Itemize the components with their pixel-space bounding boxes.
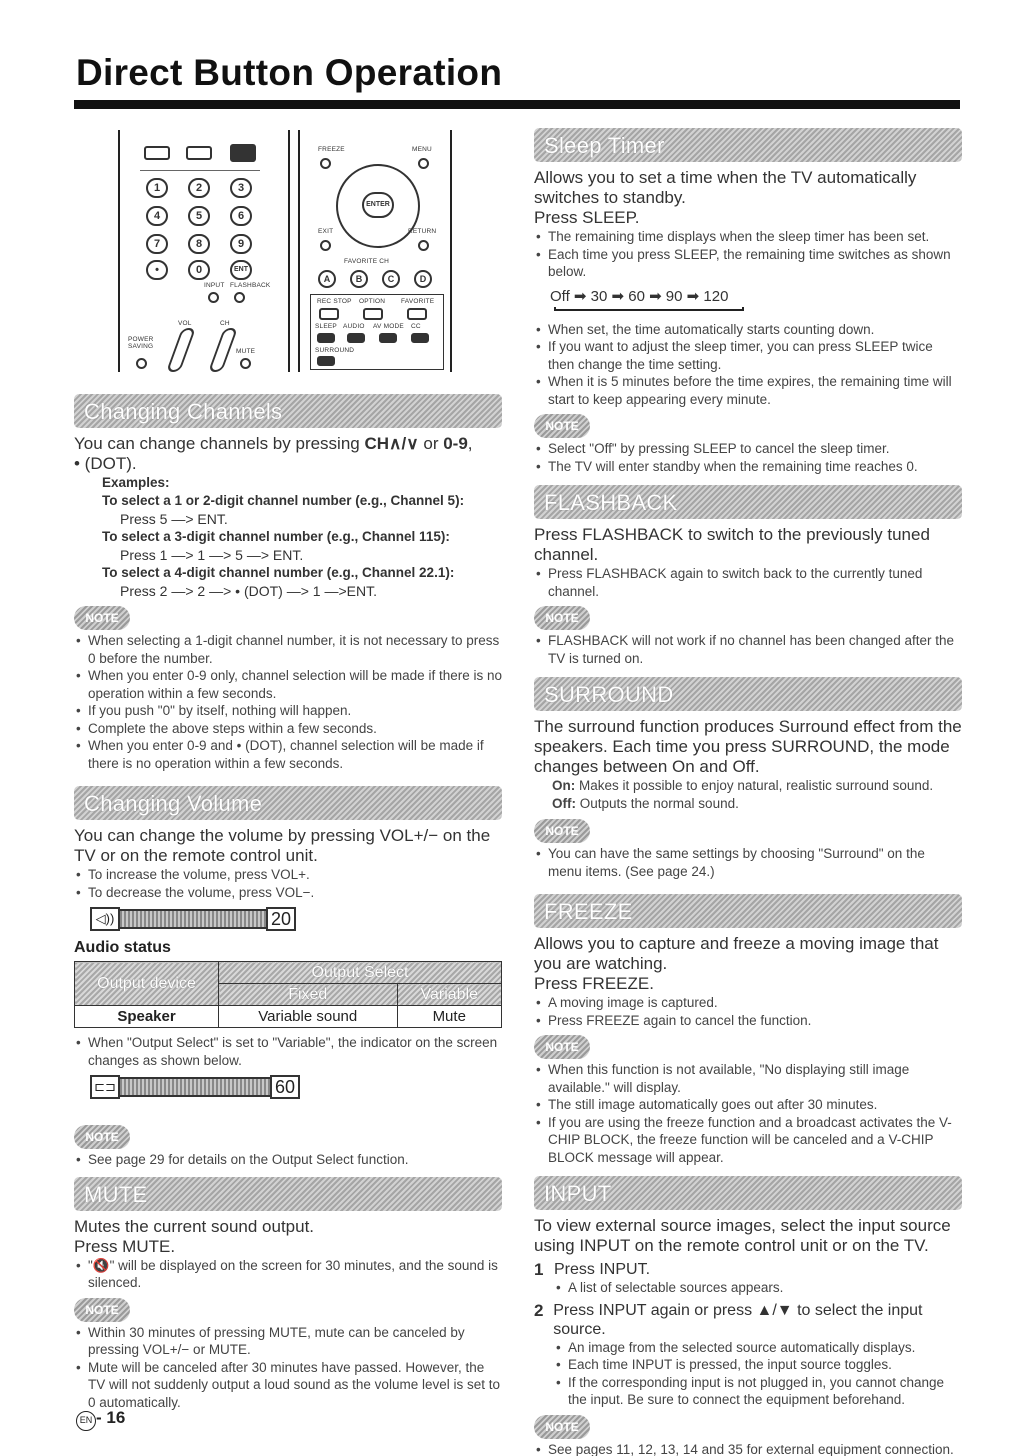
surround-label: SURROUND — [315, 347, 355, 354]
list-item: • A list of selectable sources appears. — [554, 1279, 962, 1297]
input-notes — [534, 1441, 962, 1456]
table-header-output-device: Output device — [75, 962, 219, 1006]
example-3-heading: To select a 4-digit channel number (e.g., Channel 22.1): — [102, 565, 455, 580]
view-mode-button — [230, 144, 256, 162]
list-item: • Within 30 minutes of pressing MUTE, mute can be canceled by pressing VOL+/− or MUTE. — [74, 1324, 502, 1359]
key-4: 4 — [146, 206, 168, 226]
variable-level-bar — [120, 1077, 270, 1097]
mute-button — [240, 358, 251, 369]
step-text: Press INPUT. — [554, 1261, 651, 1278]
sleep-sequence-loop-arrow — [554, 307, 744, 311]
surround-off-label: Off: — [552, 796, 576, 811]
keypad-divider — [140, 170, 260, 171]
favorite-label: FAVORITE CH — [344, 258, 390, 265]
list-item: • Mute will be canceled after 30 minutes have passed. However, the TV will not suddenly output a loud sound as the volume level is set to 0 automatically. — [74, 1359, 502, 1412]
list-item: • When this function is not available, "No displaying still image available." will display. — [534, 1061, 962, 1096]
list-item: • Select "Off" by pressing SLEEP to cancel the sleep timer. — [534, 440, 962, 458]
table-cell: Speaker — [75, 1006, 219, 1028]
section-header-freeze: FREEZE — [534, 894, 962, 928]
list-item: • The still image automatically goes out after 30 minutes. — [534, 1096, 962, 1114]
input-label: INPUT — [204, 282, 225, 289]
language-badge-icon: EN — [76, 1411, 96, 1431]
mute-bullets — [74, 1257, 502, 1292]
rec-stop-label: REC STOP — [317, 298, 352, 305]
flashback-bullets — [534, 565, 962, 600]
note-badge: NOTE — [534, 1035, 590, 1059]
channel-notes — [74, 632, 502, 772]
menu-label: MENU — [412, 146, 432, 153]
page-title: Direct Button Operation — [76, 52, 503, 93]
channels-intro-text: You can change channels by pressing — [74, 434, 365, 453]
fav-a-button: A — [318, 270, 336, 288]
option-button — [363, 308, 383, 320]
freeze-notes — [534, 1061, 962, 1166]
sleep-bullets-b — [534, 321, 962, 409]
list-item: • An image from the selected source automatically displays. — [554, 1339, 962, 1357]
return-button — [418, 240, 429, 251]
sleep-bullets-a — [534, 228, 962, 281]
list-item: • You can have the same settings by choosing "Surround" on the menu items. (See page 24.) — [534, 845, 962, 880]
channel-examples — [74, 474, 502, 600]
volume-intro: You can change the volume by pressing VOL+/− on the TV or on the remote control unit. — [74, 826, 491, 865]
fav-d-button: D — [414, 270, 432, 288]
key-8: 8 — [188, 234, 210, 254]
volume-note — [74, 1151, 502, 1169]
section-header-surround: SURROUND — [534, 677, 962, 711]
list-item: • When you enter 0-9 and • (DOT), channel selection will be made if there is no operation within a few seconds. — [74, 737, 502, 772]
list-item: • When set, the time automatically starts counting down. — [534, 321, 962, 339]
channels-intro-dot: • (DOT). — [74, 454, 137, 473]
mute-line-1: Mutes the current sound output. — [74, 1216, 315, 1236]
list-item: • "🔇" will be displayed on the screen for 30 minutes, and the sound is silenced. — [74, 1257, 502, 1292]
exit-label: EXIT — [318, 228, 334, 235]
table-cell: Mute — [397, 1006, 502, 1028]
table-row — [75, 962, 502, 984]
table-row — [75, 1006, 502, 1028]
key-3: 3 — [230, 178, 252, 198]
remote-illustration — [74, 122, 502, 374]
input-step-2-bullets — [534, 1339, 962, 1409]
volume-after-bullet — [74, 1034, 502, 1069]
example-1-line: Press 5 —> ENT. — [120, 511, 228, 527]
freeze-label: FREEZE — [318, 146, 345, 153]
list-item: • The TV will enter standby when the remaining time reaches 0. — [534, 458, 962, 476]
exit-button — [320, 240, 331, 251]
vol-label: VOL — [178, 320, 192, 327]
key-ent: ENT — [230, 260, 252, 280]
power-saving-label: POWER SAVING — [128, 336, 154, 350]
channels-intro-digit-keys: 0-9 — [443, 434, 468, 453]
lower-key-box — [310, 294, 444, 370]
list-item: • Each time you press SLEEP, the remaining time switches as shown below. — [534, 246, 962, 281]
key-5: 5 — [188, 206, 210, 226]
input-step-2 — [534, 1301, 962, 1339]
step-number: 1 — [534, 1260, 544, 1279]
input-step-1-bullets — [534, 1279, 962, 1297]
step-text: Press INPUT again or press ▲/▼ to select the input source. — [553, 1301, 923, 1338]
mute-notes — [74, 1324, 502, 1412]
freeze-press: Press FREEZE. — [534, 974, 654, 993]
channels-intro-ch-key: CH∧/∨ — [364, 434, 419, 453]
volume-indicator — [90, 907, 502, 931]
key-9: 9 — [230, 234, 252, 254]
example-1-heading: To select a 1 or 2-digit channel number (e.g., Channel 5): — [102, 493, 465, 508]
volume-level-bar — [120, 909, 266, 929]
fav-c-button: C — [382, 270, 400, 288]
list-item: • Each time INPUT is pressed, the input source toggles. — [554, 1356, 962, 1374]
note-badge: NOTE — [534, 414, 590, 438]
footer-separator: - — [96, 1408, 107, 1427]
surround-on-text: Makes it possible to enjoy natural, realistic surround sound. — [575, 778, 934, 793]
list-item: • See page 29 for details on the Output Select function. — [74, 1151, 502, 1169]
volume-bullets — [74, 866, 502, 901]
return-label: RETURN — [408, 228, 437, 235]
surround-button — [317, 356, 335, 366]
list-item: • When selecting a 1-digit channel number, it is not necessary to press 0 before the number. — [74, 632, 502, 667]
section-header-flashback: FLASHBACK — [534, 485, 962, 519]
surround-intro: The surround function produces Surround effect from the speakers. Each time you press SURROUND, the mode changes between On and Off. — [534, 717, 962, 776]
examples-label: Examples: — [102, 475, 170, 490]
next-button — [186, 146, 212, 160]
example-3-line: Press 2 —> 2 —> • (DOT) —> 1 —>ENT. — [120, 583, 377, 599]
mute-line-2: Press MUTE. — [74, 1236, 176, 1256]
left-column — [74, 122, 502, 1411]
table-header-fixed: Fixed — [219, 984, 398, 1006]
section-header-changing-volume: Changing Volume — [74, 786, 502, 820]
list-item: • If you want to adjust the sleep timer, you can press SLEEP twice then change the time setting. — [534, 338, 962, 373]
input-step-1 — [534, 1260, 962, 1279]
flashback-notes — [534, 632, 962, 667]
mute-label: MUTE — [236, 348, 256, 355]
menu-button — [418, 158, 429, 169]
sleep-notes — [534, 440, 962, 475]
section-header-mute: MUTE — [74, 1177, 502, 1211]
list-item: • To decrease the volume, press VOL−. — [74, 884, 502, 902]
variable-value: 60 — [270, 1075, 300, 1099]
surround-on-label: On: — [552, 778, 576, 793]
audio-label: AUDIO — [343, 323, 365, 330]
list-item: • If you are using the freeze function and a broadcast activates the V-CHIP BLOCK, the freeze function will be canceled and a V-CHIP BLOCK message will appear. — [534, 1114, 962, 1167]
title-rule — [74, 100, 960, 109]
prev-button — [144, 146, 170, 160]
surround-notes — [534, 845, 962, 880]
flashback-intro: Press FLASHBACK to switch to the previously tuned channel. — [534, 525, 930, 564]
channels-intro-or: or — [418, 434, 444, 453]
sleep-sequence: Off ➡ 30 ➡ 60 ➡ 90 ➡ 120 — [550, 287, 729, 305]
step-number: 2 — [534, 1300, 544, 1320]
list-item: • A moving image is captured. — [534, 994, 962, 1012]
audio-status-heading: Audio status — [74, 939, 171, 956]
favorite-key-label: FAVORITE — [401, 298, 435, 305]
right-column — [534, 128, 962, 1456]
flashback-label: FLASHBACK — [230, 282, 271, 289]
key-0: 0 — [188, 260, 210, 280]
variable-output-icon: ⊏⊐ — [90, 1075, 120, 1099]
volume-value: 20 — [266, 907, 296, 931]
channels-intro — [74, 434, 502, 474]
section-header-sleep-timer: Sleep Timer — [534, 128, 962, 162]
audio-button — [347, 333, 365, 343]
example-2-line: Press 1 —> 1 —> 5 —> ENT. — [120, 547, 304, 563]
freeze-button — [320, 158, 331, 169]
favorite-key-button — [407, 308, 427, 320]
surround-off — [534, 795, 962, 813]
list-item: • See pages 11, 12, 13, 14 and 35 for external equipment connection. — [534, 1441, 962, 1456]
table-header-output-select: Output Select — [219, 962, 502, 984]
sleep-press: Press SLEEP. — [534, 208, 640, 227]
rec-stop-button — [319, 308, 339, 320]
surround-on — [534, 777, 962, 795]
fav-b-button: B — [350, 270, 368, 288]
note-badge: NOTE — [534, 606, 590, 630]
input-intro: To view external source images, select the input source using INPUT on the remote control unit or on the TV. — [534, 1216, 951, 1255]
freeze-intro: Allows you to capture and freeze a moving image that you are watching. — [534, 934, 939, 973]
flashback-button — [234, 292, 245, 303]
page-number: 16 — [106, 1408, 126, 1427]
list-item: • To increase the volume, press VOL+. — [74, 866, 502, 884]
channels-intro-comma: , — [467, 434, 473, 453]
list-item: • If you push "0" by itself, nothing will happen. — [74, 702, 502, 720]
page-number-footer — [76, 1408, 125, 1431]
list-item: • The remaining time displays when the sleep timer has been set. — [534, 228, 962, 246]
ch-label: CH — [220, 320, 230, 327]
cc-label: CC — [411, 323, 421, 330]
speaker-icon: ◁)) — [90, 907, 120, 931]
variable-volume-indicator — [90, 1075, 502, 1099]
section-header-changing-channels: Changing Channels — [74, 394, 502, 428]
av-mode-button — [379, 333, 397, 343]
list-item: • When "Output Select" is set to "Variable", the indicator on the screen changes as shown below. — [74, 1034, 502, 1069]
ch-rocker — [208, 328, 238, 372]
audio-status-table — [74, 961, 502, 1028]
key-1: 1 — [146, 178, 168, 198]
table-header-variable: Variable — [397, 984, 502, 1006]
power-saving-button — [136, 358, 147, 369]
key-2: 2 — [188, 178, 210, 198]
list-item: • Press FREEZE again to cancel the function. — [534, 1012, 962, 1030]
note-badge: NOTE — [534, 819, 590, 843]
enter-button: ENTER — [362, 192, 394, 218]
list-item: • When you enter 0-9 only, channel selection will be made if there is no operation within a few seconds. — [74, 667, 502, 702]
example-2-heading: To select a 3-digit channel number (e.g., Channel 115): — [102, 529, 450, 544]
list-item: • Press FLASHBACK again to switch back to the currently tuned channel. — [534, 565, 962, 600]
key-6: 6 — [230, 206, 252, 226]
surround-off-text: Outputs the normal sound. — [576, 796, 739, 811]
key-dot: • — [146, 260, 168, 280]
note-badge: NOTE — [534, 1415, 590, 1439]
key-7: 7 — [146, 234, 168, 254]
list-item: • When it is 5 minutes before the time expires, the remaining time will start to keep appearing every minute. — [534, 373, 962, 408]
cc-button — [411, 333, 429, 343]
vol-rocker — [166, 328, 196, 372]
sleep-label: SLEEP — [315, 323, 337, 330]
freeze-bullets — [534, 994, 962, 1029]
list-item: • FLASHBACK will not work if no channel has been changed after the TV is turned on. — [534, 632, 962, 667]
option-label: OPTION — [359, 298, 386, 305]
av-mode-label: AV MODE — [373, 323, 404, 330]
remote-panel-nav — [298, 130, 452, 372]
remote-panel-keypad — [118, 130, 290, 372]
list-item: • Complete the above steps within a few seconds. — [74, 720, 502, 738]
sleep-button — [317, 333, 335, 343]
input-button — [208, 292, 219, 303]
sleep-intro: Allows you to set a time when the TV automatically switches to standby. — [534, 168, 917, 207]
table-cell: Variable sound — [219, 1006, 398, 1028]
note-badge: NOTE — [74, 606, 130, 630]
section-header-input: INPUT — [534, 1176, 962, 1210]
note-badge: NOTE — [74, 1298, 130, 1322]
note-badge: NOTE — [74, 1125, 130, 1149]
list-item: • If the corresponding input is not plugged in, you cannot change the input. Be sure to connect the equipment beforehand. — [554, 1374, 962, 1409]
